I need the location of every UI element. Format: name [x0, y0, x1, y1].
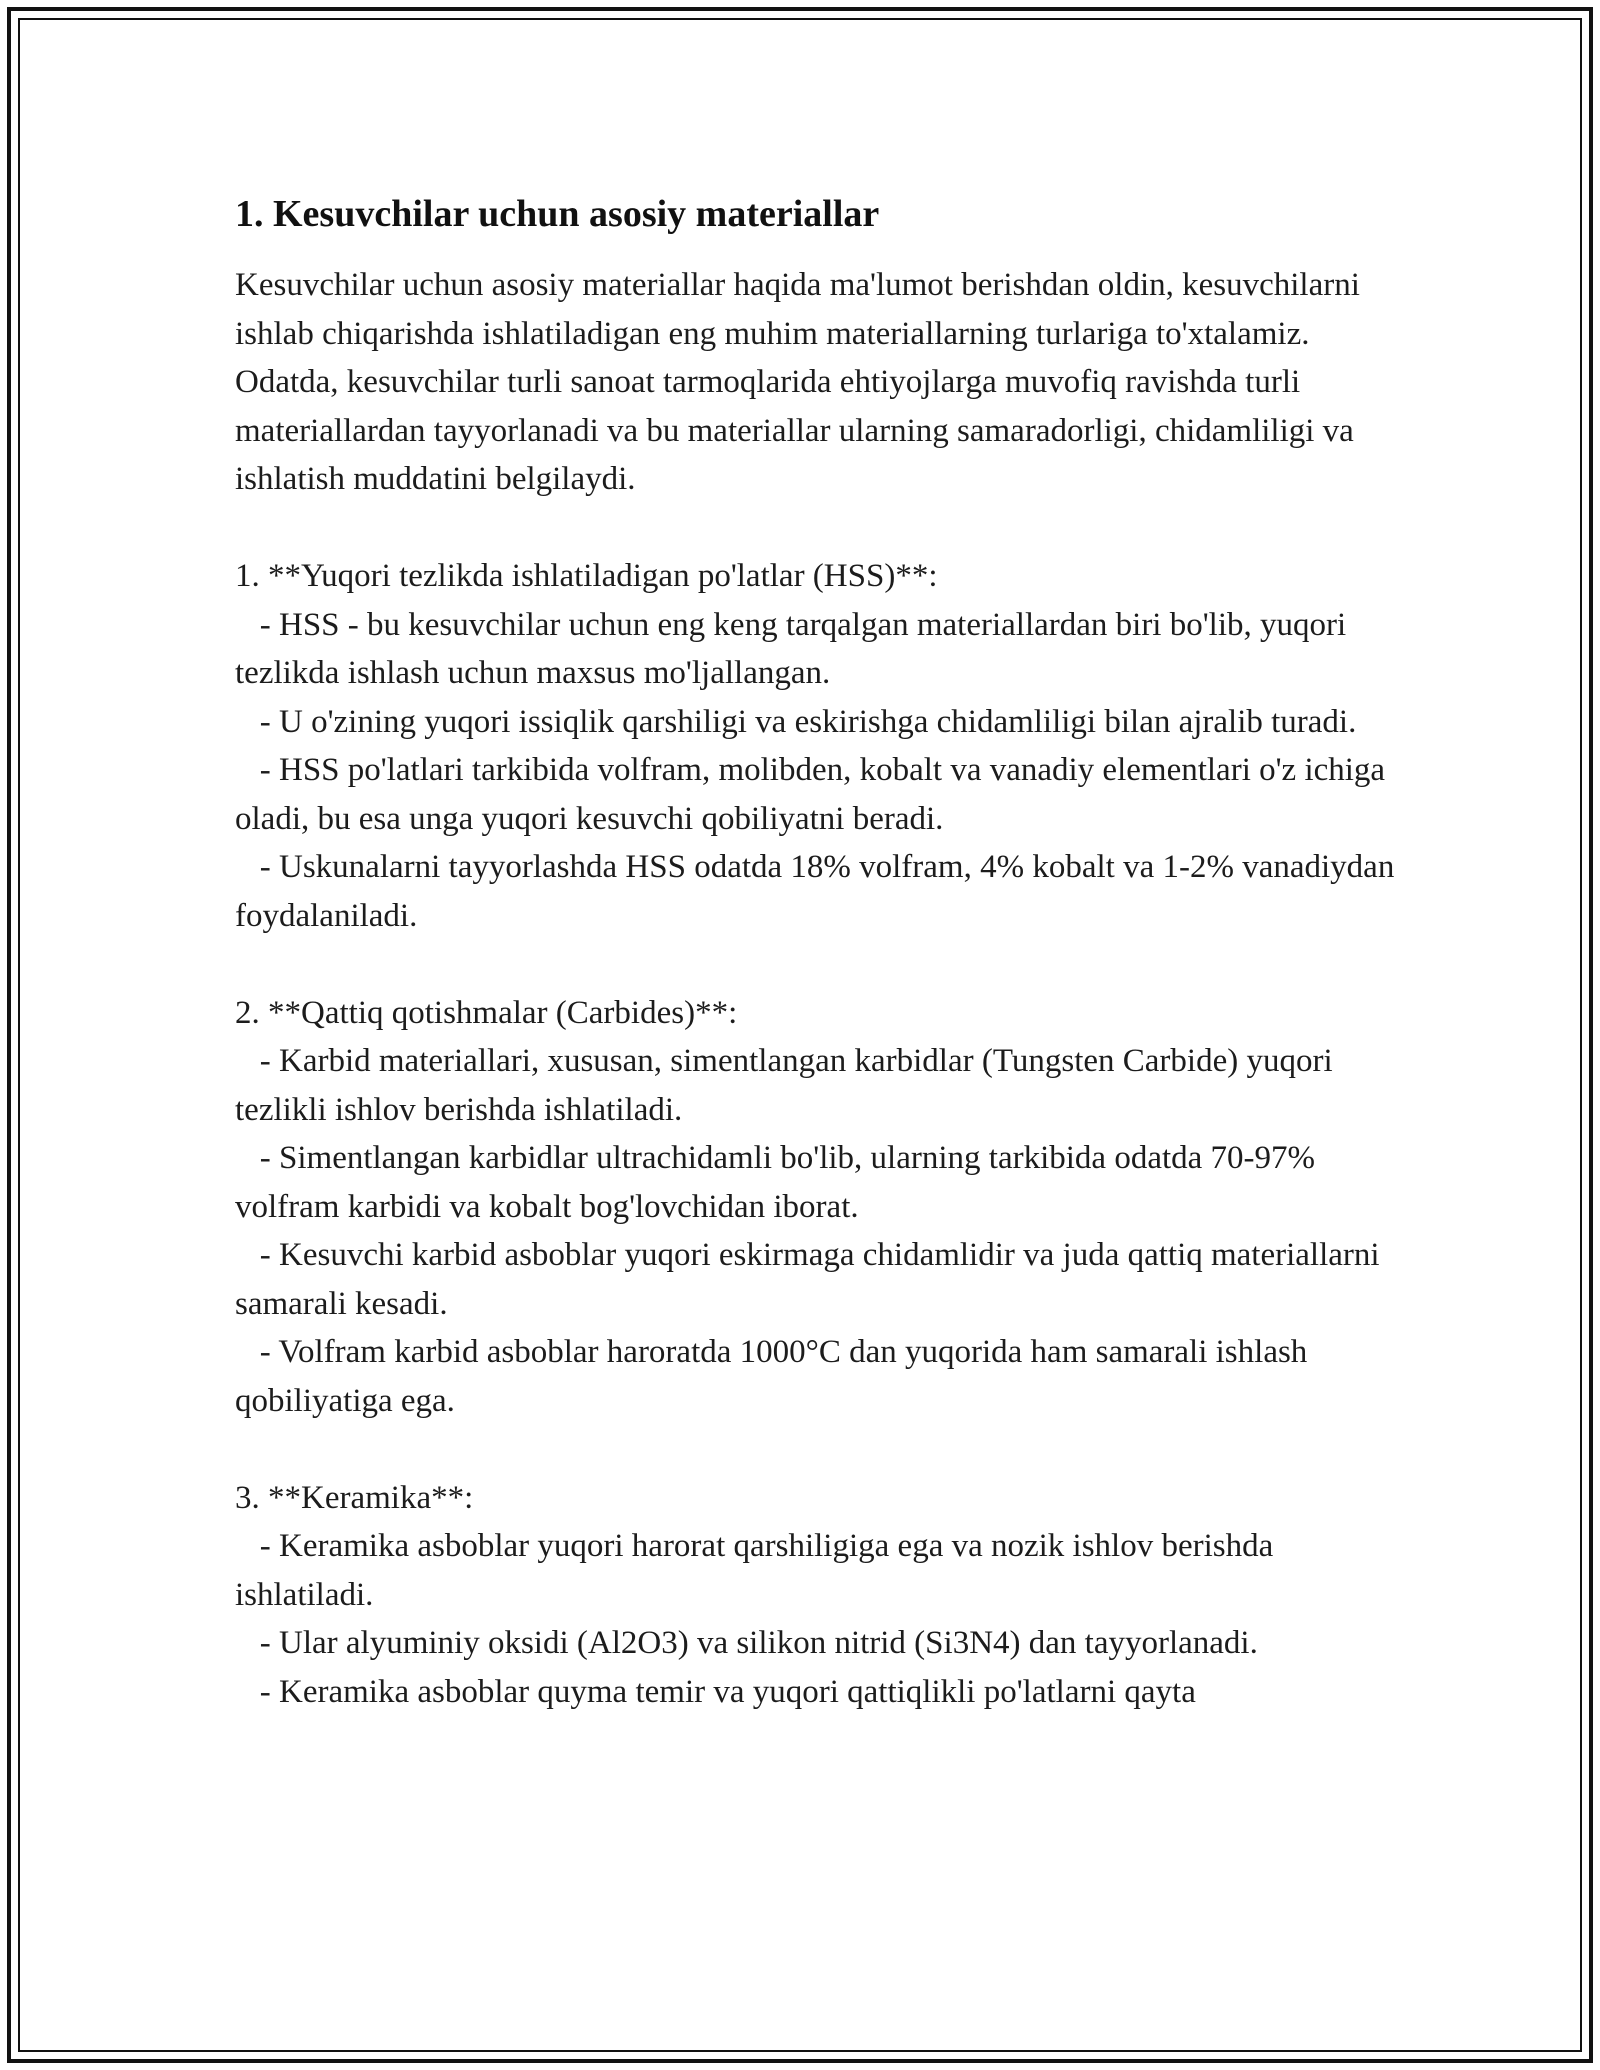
section-carbides — [235, 989, 1395, 1426]
list-item: - HSS po'latlari tarkibida volfram, molibden, kobalt va vanadiy elementlari o'z ichiga oladi, bu esa unga yuqori kesuvchi qobiliyatni beradi. — [235, 752, 1394, 837]
list-item: - Uskunalarni tayyorlashda HSS odatda 18% volfram, 4% kobalt va 1-2% vanadiydan foydalaniladi. — [235, 849, 1403, 934]
section-ceramics — [235, 1474, 1395, 1717]
section-heading: 1. **Yuqori tezlikda ishlatiladigan po'latlar (HSS)**: — [235, 558, 938, 594]
section-hss — [235, 552, 1403, 940]
list-item: - Ular alyuminiy oksidi (Al2O3) va silikon nitrid (Si3N4) dan tayyorlanadi. — [235, 1625, 1258, 1661]
intro-paragraph: Kesuvchilar uchun asosiy materiallar haqida ma'lumot berishdan oldin, kesuvchilarni ishlab chiqarishda ishlatiladigan eng muhim materiallarning turlariga to'xtalamiz. Odatda, kesuvchilar turli sanoat tarmoqlarida ehtiyojlarga muvofiq ravishda turli materiallardan tayyorlanadi va bu materiallar ularning samaradorligi, chidamliligi va ishlatish muddatini belgilaydi. — [235, 267, 1360, 497]
list-item: - Simentlangan karbidlar ultrachidamli bo'lib, ularning tarkibida odatda 70-97% volfram karbidi va kobalt bog'lovchidan iborat. — [235, 1140, 1324, 1225]
document-title: 1. Kesuvchilar uchun asosiy materiallar — [235, 193, 880, 235]
list-item: - Keramika asboblar quyma temir va yuqori qattiqlikli po'latlarni qayta — [235, 1673, 1196, 1710]
list-item: - HSS - bu kesuvchilar uchun eng keng tarqalgan materiallardan biri bo'lib, yuqori tezlikda ishlash uchun maxsus mo'ljallangan. — [235, 606, 1355, 691]
section-heading: 3. **Keramika**: — [235, 1479, 474, 1516]
list-item: - U o'zining yuqori issiqlik qarshiligi va eskirishga chidamliligi bilan ajralib turadi. — [235, 703, 1357, 740]
document-body — [235, 188, 1403, 1716]
list-item: - Volfram karbid asboblar haroratda 1000°C dan yuqorida ham samarali ishlash qobiliyatiga ega. — [235, 1334, 1316, 1419]
list-item: - Karbid materiallari, xususan, simentlangan karbidlar (Tungsten Carbide) yuqori tezlikli ishlov berishda ishlatiladi. — [235, 1043, 1341, 1128]
list-item: - Kesuvchi karbid asboblar yuqori eskirmaga chidamlidir va juda qattiq materiallarni samarali kesadi. — [235, 1237, 1388, 1322]
section-heading: 2. **Qattiq qotishmalar (Carbides)**: — [235, 994, 738, 1031]
list-item: - Keramika asboblar yuqori harorat qarshiligiga ega va nozik ishlov berishda ishlatiladi. — [235, 1528, 1282, 1613]
